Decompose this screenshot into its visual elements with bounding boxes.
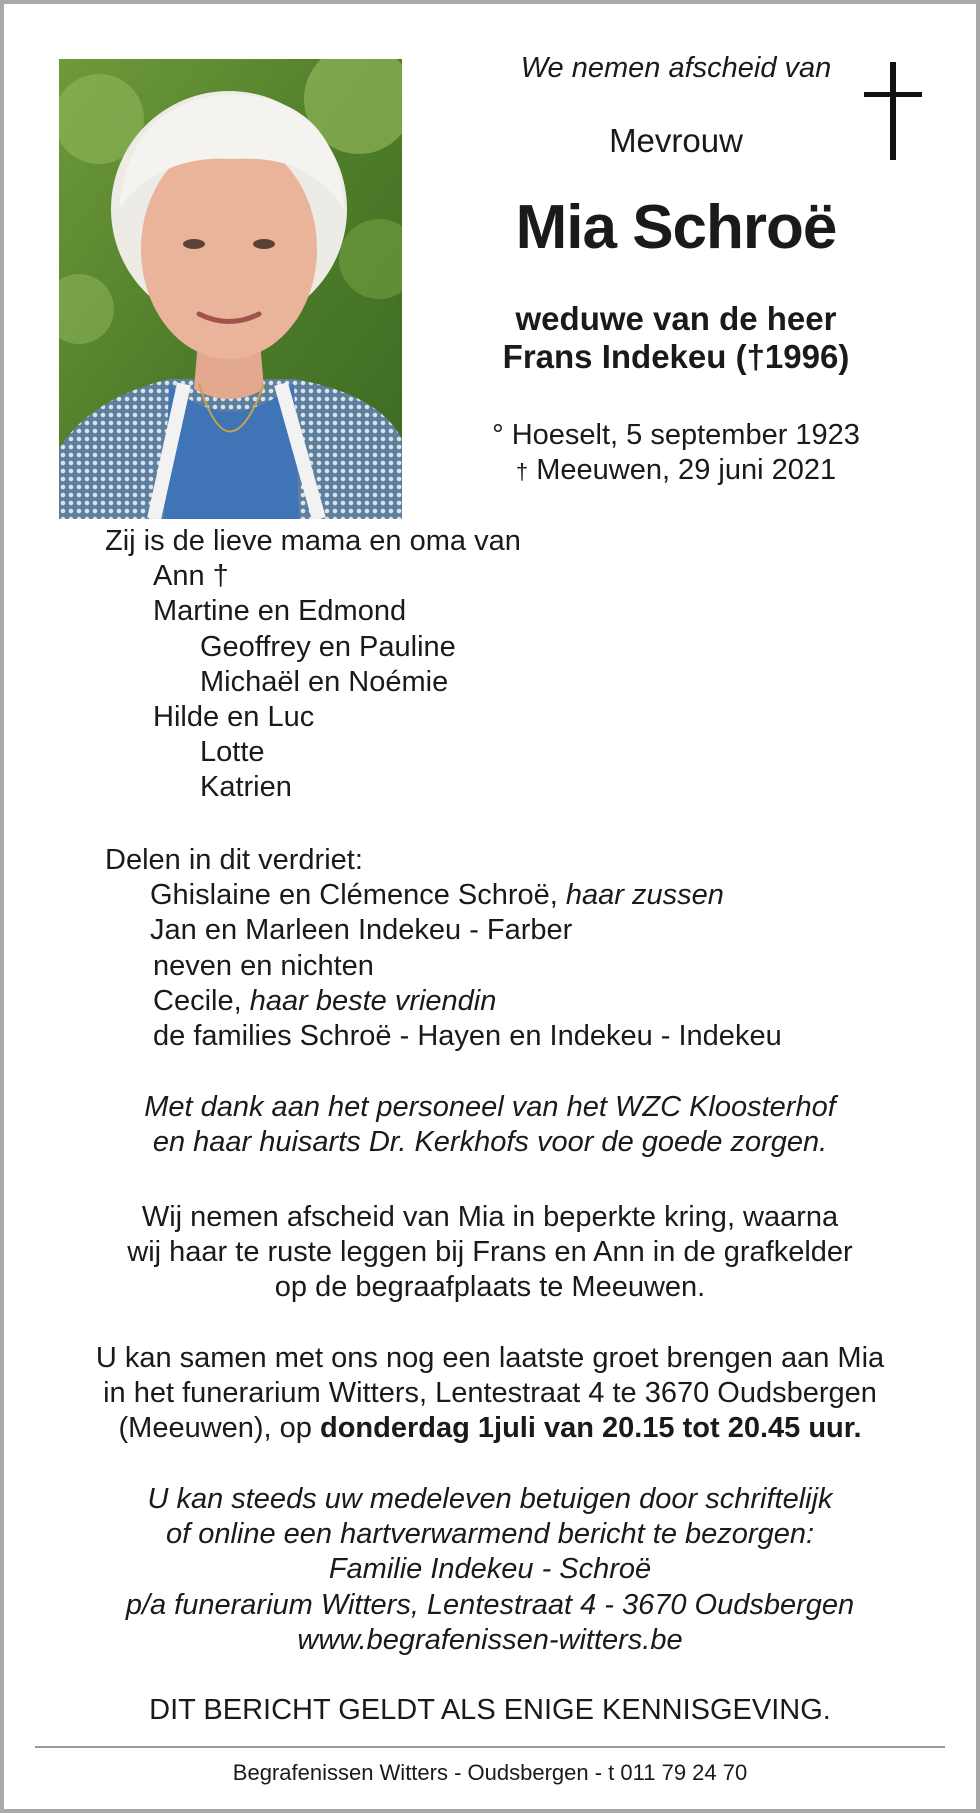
visit-line-1: U kan samen met ons nog een laatste groet brengen aan Mia (95, 1342, 885, 1374)
condolence-paragraph (40, 1482, 940, 1658)
visit-location: (Meeuwen), op (118, 1412, 312, 1445)
widow-of (432, 300, 920, 376)
portrait-photo (59, 59, 402, 519)
sisters-role: haar zussen (565, 879, 724, 912)
death-text: Meeuwen, 29 juni 2021 (536, 454, 837, 486)
list-item (105, 878, 782, 913)
list-item: Geoffrey en Pauline (200, 630, 456, 663)
thanks-line-2: en haar huisarts Dr. Kerkhofs voor de goede zorgen. (152, 1126, 828, 1159)
official-notice: DIT BERICHT GELDT ALS ENIGE KENNISGEVING. (149, 1694, 831, 1726)
friend-name: Cecile, (153, 984, 242, 1017)
list-item: Martine en Edmond (153, 595, 407, 628)
portrait-illustration (59, 59, 402, 519)
intro-line: We nemen afscheid van (520, 52, 832, 84)
family-list (105, 524, 521, 806)
condolence-line-1: U kan steeds uw medeleven betuigen door schriftelijk (147, 1483, 833, 1515)
visit-line-2: in het funerarium Witters, Lentestraat 4 te 3670 Oudsbergen (103, 1377, 877, 1410)
deceased-name: Mia Schroë (515, 193, 837, 262)
honorific: Mevrouw (609, 122, 743, 159)
condolence-line-4: p/a funerarium Witters, Lentestraat 4 - 3670 Oudsbergen (125, 1588, 855, 1621)
thanks-paragraph (40, 1090, 940, 1160)
ceremony-paragraph (40, 1200, 940, 1306)
sorrow-list (105, 843, 782, 1054)
visit-datetime: donderdag 1juli van 20.15 tot 20.45 uur. (320, 1412, 862, 1445)
list-item: Lotte (200, 736, 265, 769)
list-item: Ann † (153, 560, 229, 593)
ceremony-line-1: Wij nemen afscheid van Mia in beperkte kring, waarna (141, 1201, 839, 1233)
condolence-line-2: of online een hartverwarmend bericht te bezorgen: (165, 1518, 815, 1551)
list-item: Michaël en Noémie (200, 665, 449, 698)
list-item: Jan en Marleen Indekeu - Farber (150, 914, 573, 947)
visit-paragraph (40, 1341, 940, 1447)
family-intro: Zij is de lieve mama en oma van (105, 525, 521, 557)
footer-contact: Begrafenissen Witters - Oudsbergen - t 011 79 24 70 (232, 1760, 748, 1785)
ceremony-line-3: op de begraafplaats te Meeuwen. (274, 1271, 706, 1304)
birth-line: ° Hoeselt, 5 september 1923 (492, 419, 860, 451)
list-item (105, 984, 782, 1019)
sisters-names: Ghislaine en Clémence Schroë, (150, 879, 558, 912)
condolence-line-3: Familie Indekeu - Schroë (328, 1553, 652, 1586)
life-dates (432, 418, 920, 489)
ceremony-line-2: wij haar te ruste leggen bij Frans en Ann in de grafkelder (127, 1236, 853, 1269)
widow-line-2: Frans Indekeu (†1996) (502, 338, 850, 375)
list-item: Hilde en Luc (153, 701, 315, 734)
widow-line-1: weduwe van de heer (515, 300, 837, 337)
friend-role: haar beste vriendin (249, 984, 497, 1017)
website-link[interactable]: www.begrafenissen-witters.be (297, 1623, 683, 1656)
cross-horizontal-bar (864, 92, 922, 97)
list-item: neven en nichten (153, 949, 374, 982)
thanks-line-1: Met dank aan het personeel van het WZC Kloosterhof (144, 1091, 836, 1123)
death-cross-icon: † (515, 459, 529, 484)
visit-line-3 (40, 1411, 940, 1446)
sorrow-intro: Delen in dit verdriet: (105, 844, 363, 876)
list-item: Katrien (200, 771, 292, 804)
list-item: de families Schroë - Hayen en Indekeu - Indekeu (153, 1020, 782, 1053)
divider (35, 1746, 945, 1748)
death-line (432, 453, 920, 489)
